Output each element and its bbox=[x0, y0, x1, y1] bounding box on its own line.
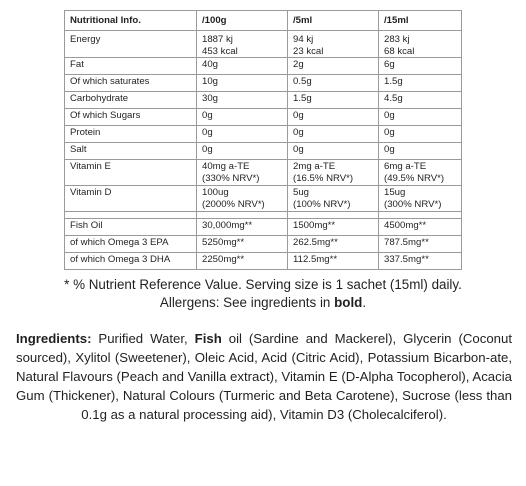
value-line: 6g bbox=[384, 59, 395, 70]
value-cell-v15 bbox=[379, 126, 462, 143]
row-label: Vitamin E bbox=[65, 160, 197, 186]
value-line: 787.5mg** bbox=[384, 237, 429, 248]
value-cell-v15 bbox=[379, 186, 462, 212]
value-line: 337.5mg** bbox=[384, 254, 429, 265]
row-spacer bbox=[65, 212, 462, 219]
value-line: 0g bbox=[202, 110, 213, 121]
table-row bbox=[65, 31, 462, 58]
value-cell-v100 bbox=[197, 253, 288, 270]
value-line: 2250mg** bbox=[202, 254, 245, 265]
value-line: 5ug bbox=[293, 187, 310, 198]
table-row bbox=[65, 236, 462, 253]
value-line: 0g bbox=[384, 144, 395, 155]
value-line: (49.5% NRV*) bbox=[384, 172, 445, 184]
nutrition-table bbox=[64, 10, 462, 270]
table-row bbox=[65, 75, 462, 92]
value-line: 0g bbox=[384, 110, 395, 121]
ingredients-heading: Ingredients: bbox=[16, 331, 92, 346]
row-label: Salt bbox=[65, 143, 197, 160]
value-line: (2000% NRV*) bbox=[202, 198, 265, 210]
row-label: Vitamin D bbox=[65, 186, 197, 212]
value-line: 0g bbox=[293, 127, 304, 138]
value-cell-v15 bbox=[379, 109, 462, 126]
row-label: Carbohydrate bbox=[65, 92, 197, 109]
value-cell-v5 bbox=[288, 109, 379, 126]
value-line: 0.5g bbox=[293, 76, 312, 87]
value-line: 68 kcal bbox=[384, 45, 415, 57]
value-cell-v5 bbox=[288, 75, 379, 92]
allergens-suffix: . bbox=[362, 295, 367, 310]
row-label: of which Omega 3 DHA bbox=[65, 253, 197, 270]
value-cell-v15 bbox=[379, 31, 462, 58]
spacer-cell bbox=[379, 212, 462, 219]
value-cell-v5 bbox=[288, 31, 379, 58]
value-cell-v100 bbox=[197, 219, 288, 236]
header-per-100g: /100g bbox=[197, 11, 288, 31]
table-row bbox=[65, 109, 462, 126]
value-line: 30g bbox=[202, 93, 219, 104]
value-cell-v5 bbox=[288, 143, 379, 160]
value-cell-v100 bbox=[197, 109, 288, 126]
value-line: 112.5mg** bbox=[293, 254, 338, 265]
value-line: 10g bbox=[202, 76, 219, 87]
value-line: (300% NRV*) bbox=[384, 198, 442, 210]
row-label: Of which Sugars bbox=[65, 109, 197, 126]
value-cell-v15 bbox=[379, 143, 462, 160]
header-per-15ml: /15ml bbox=[379, 11, 462, 31]
value-cell-v100 bbox=[197, 143, 288, 160]
footnotes bbox=[0, 276, 526, 312]
value-line: 30,000mg** bbox=[202, 220, 253, 231]
value-cell-v5 bbox=[288, 236, 379, 253]
value-line: 40g bbox=[202, 59, 219, 70]
value-cell-v100 bbox=[197, 31, 288, 58]
value-line: 1.5g bbox=[384, 76, 403, 87]
table-row bbox=[65, 143, 462, 160]
value-line: 2g bbox=[293, 59, 304, 70]
value-line: 453 kcal bbox=[202, 45, 238, 57]
value-cell-v100 bbox=[197, 75, 288, 92]
allergens-note bbox=[0, 294, 526, 312]
value-cell-v5 bbox=[288, 58, 379, 75]
value-line: (330% NRV*) bbox=[202, 172, 260, 184]
spacer-cell bbox=[65, 212, 197, 219]
value-line: 1500mg** bbox=[293, 220, 336, 231]
allergens-prefix: Allergens: See ingredients in bbox=[159, 295, 335, 310]
table-row bbox=[65, 186, 462, 212]
value-cell-v5 bbox=[288, 253, 379, 270]
value-line: 94 kj bbox=[293, 34, 314, 45]
value-cell-v15 bbox=[379, 236, 462, 253]
value-cell-v100 bbox=[197, 126, 288, 143]
table-row bbox=[65, 58, 462, 75]
value-cell-v100 bbox=[197, 92, 288, 109]
value-line: 0g bbox=[293, 110, 304, 121]
value-cell-v5 bbox=[288, 219, 379, 236]
value-line: 6mg a-TE bbox=[384, 161, 427, 172]
ingredients-text-1: Purified Water, bbox=[91, 331, 195, 346]
value-line: 0g bbox=[202, 127, 213, 138]
table-header-row bbox=[65, 11, 462, 31]
value-line: 15ug bbox=[384, 187, 406, 198]
allergens-bold: bold bbox=[334, 295, 363, 310]
ingredients-paragraph bbox=[16, 329, 512, 424]
value-line: 0g bbox=[384, 127, 395, 138]
value-cell-v5 bbox=[288, 160, 379, 186]
value-cell-v15 bbox=[379, 75, 462, 92]
row-label: Fat bbox=[65, 58, 197, 75]
value-cell-v5 bbox=[288, 92, 379, 109]
value-line: 1887 kj bbox=[202, 34, 233, 45]
row-label: Energy bbox=[65, 31, 197, 58]
value-line: 40mg a-TE bbox=[202, 161, 250, 172]
value-cell-v15 bbox=[379, 219, 462, 236]
value-line: 2mg a-TE bbox=[293, 161, 336, 172]
value-cell-v100 bbox=[197, 186, 288, 212]
value-line: 4.5g bbox=[384, 93, 403, 104]
value-cell-v15 bbox=[379, 92, 462, 109]
value-cell-v5 bbox=[288, 186, 379, 212]
value-cell-v100 bbox=[197, 236, 288, 253]
value-cell-v15 bbox=[379, 58, 462, 75]
ingredients-text-2: oil (Sardine and Mackerel), Glycerin (Coconut sourced), Xylitol (Sweetener), Oleic Acid, Acid (Citric Acid), Potassium Bicarbon-ate, Natural Flavours (Peach and Vanilla extract), Vitamin E (D-Alpha Tocopherol), Acacia Gum (Thickener), Natural Colours (Turmeric and Beta Carotene), Sucrose (less than 0.1g as a natural processing aid), Vitamin D3 (Cholecalciferol). bbox=[16, 331, 512, 422]
value-cell-v15 bbox=[379, 253, 462, 270]
value-cell-v100 bbox=[197, 160, 288, 186]
nrv-note: * % Nutrient Reference Value. Serving size is 1 sachet (15ml) daily. bbox=[64, 277, 462, 292]
value-line: 23 kcal bbox=[293, 45, 324, 57]
table-row bbox=[65, 126, 462, 143]
spacer-cell bbox=[288, 212, 379, 219]
value-line: (16.5% NRV*) bbox=[293, 172, 354, 184]
ingredients-fish: Fish bbox=[194, 331, 222, 346]
table-row bbox=[65, 160, 462, 186]
value-line: (100% NRV*) bbox=[293, 198, 351, 210]
table-row bbox=[65, 253, 462, 270]
value-line: 1.5g bbox=[293, 93, 312, 104]
spacer-cell bbox=[197, 212, 288, 219]
value-line: 262.5mg** bbox=[293, 237, 338, 248]
value-cell-v5 bbox=[288, 126, 379, 143]
value-line: 283 kj bbox=[384, 34, 410, 45]
value-cell-v15 bbox=[379, 160, 462, 186]
value-line: 4500mg** bbox=[384, 220, 427, 231]
row-label: Of which saturates bbox=[65, 75, 197, 92]
table-row bbox=[65, 92, 462, 109]
value-line: 0g bbox=[293, 144, 304, 155]
row-label: Protein bbox=[65, 126, 197, 143]
header-per-5ml: /5ml bbox=[288, 11, 379, 31]
value-cell-v100 bbox=[197, 58, 288, 75]
table-row bbox=[65, 219, 462, 236]
value-line: 100ug bbox=[202, 187, 229, 198]
value-line: 5250mg** bbox=[202, 237, 245, 248]
value-line: 0g bbox=[202, 144, 213, 155]
row-label: Fish Oil bbox=[65, 219, 197, 236]
row-label: of which Omega 3 EPA bbox=[65, 236, 197, 253]
header-nutritional-info: Nutritional Info. bbox=[65, 11, 197, 31]
